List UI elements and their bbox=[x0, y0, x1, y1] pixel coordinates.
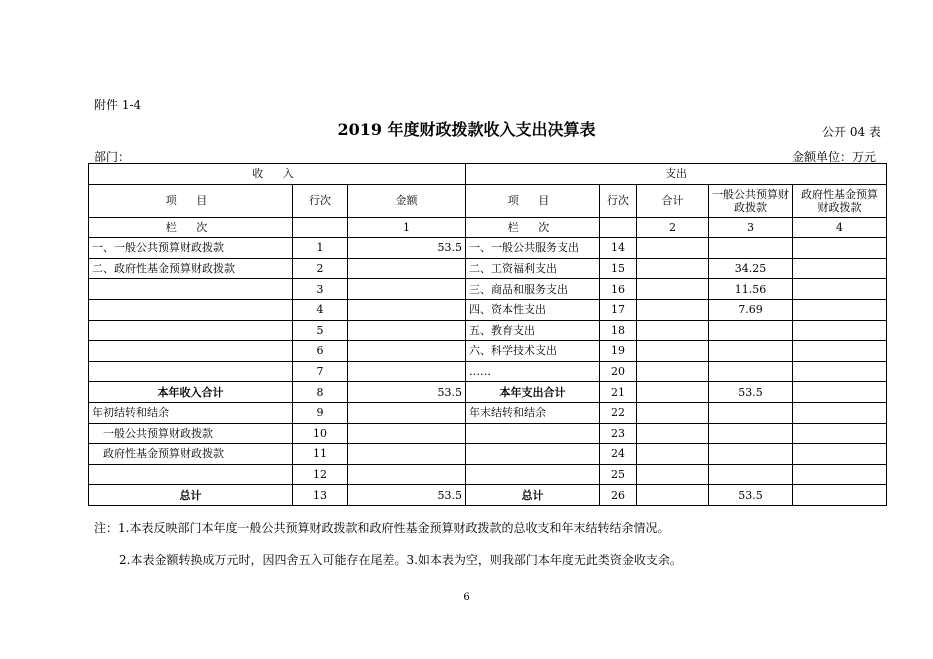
header-row-1 bbox=[89, 164, 887, 185]
cell-out-row: 20 bbox=[600, 361, 637, 382]
cell-out-total bbox=[637, 279, 709, 300]
cell-out-general: 11.56 bbox=[709, 279, 793, 300]
note-1: 注：1.本表反映部门本年度一般公共预算财政拨款和政府性基金预算财政拨款的总收支和年末结转结余情况。 bbox=[94, 521, 670, 535]
cell-out-item bbox=[466, 444, 600, 465]
cell-out-row: 26 bbox=[600, 485, 637, 506]
note-2: 2.本表金额转换成万元时，因四舍五入可能存在尾差。3.如本表为空，则我部门本年度无此类资金收支余。 bbox=[119, 553, 682, 567]
cell-out-general: 34.25 bbox=[709, 258, 793, 279]
cell-out-total bbox=[637, 402, 709, 423]
cell-out-total bbox=[637, 320, 709, 341]
cell-out-fund bbox=[793, 485, 887, 506]
cell-out-general bbox=[709, 402, 793, 423]
table-row bbox=[89, 361, 887, 382]
cell-out-total bbox=[637, 382, 709, 403]
cell-in-row: 7 bbox=[293, 361, 348, 382]
table-row bbox=[89, 258, 887, 279]
col-amount: 金额 bbox=[348, 184, 466, 217]
unit-label: 金额单位：万元 bbox=[792, 150, 877, 164]
cell-in-amt bbox=[348, 258, 466, 279]
cell-in-amt: 53.5 bbox=[348, 382, 466, 403]
cell-out-row: 14 bbox=[600, 238, 637, 259]
cell-out-fund bbox=[793, 402, 887, 423]
col-general-budget: 一般公共预算财政拨款 bbox=[709, 184, 793, 217]
cell-in-row: 1 bbox=[293, 238, 348, 259]
cell-in-row: 12 bbox=[293, 464, 348, 485]
cell-out-general bbox=[709, 361, 793, 382]
cell-in-row: 6 bbox=[293, 341, 348, 362]
page-title: 2019 年度财政拨款收入支出决算表 bbox=[337, 120, 596, 139]
cell-in-amt bbox=[348, 361, 466, 382]
table-row bbox=[89, 402, 887, 423]
cell-out-item bbox=[466, 423, 600, 444]
empty-cell bbox=[293, 217, 348, 238]
cell-in-amt bbox=[348, 402, 466, 423]
cell-in-amt bbox=[348, 444, 466, 465]
cell-in-row: 5 bbox=[293, 320, 348, 341]
budget-table bbox=[88, 163, 887, 506]
cell-out-item: …… bbox=[466, 361, 600, 382]
cell-out-general bbox=[709, 238, 793, 259]
table-row bbox=[89, 423, 887, 444]
cell-out-general bbox=[709, 444, 793, 465]
cell-in-item: 总计 bbox=[89, 485, 293, 506]
cell-out-fund bbox=[793, 279, 887, 300]
cell-in-row: 11 bbox=[293, 444, 348, 465]
cell-out-row: 24 bbox=[600, 444, 637, 465]
cell-out-row: 19 bbox=[600, 341, 637, 362]
cell-out-row: 21 bbox=[600, 382, 637, 403]
cell-in-amt bbox=[348, 299, 466, 320]
table-row bbox=[89, 238, 887, 259]
cell-in-row: 2 bbox=[293, 258, 348, 279]
empty-cell bbox=[600, 217, 637, 238]
cell-out-total bbox=[637, 444, 709, 465]
cell-in-row: 13 bbox=[293, 485, 348, 506]
cell-in-amt bbox=[348, 341, 466, 362]
cell-in-amt bbox=[348, 423, 466, 444]
cell-in-item: 二、政府性基金预算财政拨款 bbox=[89, 258, 293, 279]
cell-out-fund bbox=[793, 423, 887, 444]
form-number: 公开 04 表 bbox=[822, 125, 881, 139]
cell-in-amt bbox=[348, 279, 466, 300]
cell-out-fund bbox=[793, 341, 887, 362]
col-row-expense: 行次 bbox=[600, 184, 637, 217]
column-number-row bbox=[89, 217, 887, 238]
cell-in-item bbox=[89, 320, 293, 341]
col-item-income: 项 目 bbox=[89, 184, 293, 217]
cell-in-item bbox=[89, 279, 293, 300]
lan-ci-income: 栏 次 bbox=[89, 217, 293, 238]
cell-in-item: 一般公共预算财政拨款 bbox=[89, 423, 293, 444]
cell-out-row: 17 bbox=[600, 299, 637, 320]
cell-out-item: 年末结转和结余 bbox=[466, 402, 600, 423]
cell-out-total bbox=[637, 258, 709, 279]
cell-in-amt: 53.5 bbox=[348, 238, 466, 259]
cell-in-item bbox=[89, 464, 293, 485]
cell-out-item: 五、教育支出 bbox=[466, 320, 600, 341]
cell-out-general bbox=[709, 464, 793, 485]
cell-out-total bbox=[637, 299, 709, 320]
cell-in-amt: 53.5 bbox=[348, 485, 466, 506]
attachment-label: 附件 1-4 bbox=[94, 98, 142, 112]
cell-out-total bbox=[637, 485, 709, 506]
page-number: 6 bbox=[463, 592, 470, 603]
table-row bbox=[89, 320, 887, 341]
cell-in-item bbox=[89, 341, 293, 362]
cell-out-item: 本年支出合计 bbox=[466, 382, 600, 403]
cell-out-general bbox=[709, 341, 793, 362]
cell-in-row: 8 bbox=[293, 382, 348, 403]
cell-out-general: 7.69 bbox=[709, 299, 793, 320]
cell-out-fund bbox=[793, 258, 887, 279]
cell-out-item: 六、科学技术支出 bbox=[466, 341, 600, 362]
col-num-3: 3 bbox=[709, 217, 793, 238]
cell-out-general bbox=[709, 320, 793, 341]
income-header: 收 入 bbox=[89, 164, 466, 185]
col-num-2: 2 bbox=[637, 217, 709, 238]
col-total: 合计 bbox=[637, 184, 709, 217]
cell-out-item: 一、一般公共服务支出 bbox=[466, 238, 600, 259]
table-row bbox=[89, 382, 887, 403]
cell-in-row: 4 bbox=[293, 299, 348, 320]
cell-in-item: 年初结转和结余 bbox=[89, 402, 293, 423]
cell-in-amt bbox=[348, 464, 466, 485]
cell-out-row: 15 bbox=[600, 258, 637, 279]
cell-in-row: 3 bbox=[293, 279, 348, 300]
cell-out-fund bbox=[793, 382, 887, 403]
cell-out-row: 23 bbox=[600, 423, 637, 444]
cell-out-fund bbox=[793, 361, 887, 382]
cell-out-fund bbox=[793, 464, 887, 485]
cell-out-total bbox=[637, 341, 709, 362]
col-fund-budget: 政府性基金预算财政拨款 bbox=[793, 184, 887, 217]
cell-out-item: 四、资本性支出 bbox=[466, 299, 600, 320]
department-label: 部门： bbox=[94, 150, 131, 164]
cell-in-item bbox=[89, 361, 293, 382]
col-item-expense: 项 目 bbox=[466, 184, 600, 217]
cell-out-total bbox=[637, 361, 709, 382]
cell-out-fund bbox=[793, 320, 887, 341]
cell-out-general: 53.5 bbox=[709, 485, 793, 506]
cell-out-item bbox=[466, 464, 600, 485]
cell-out-fund bbox=[793, 238, 887, 259]
cell-out-row: 16 bbox=[600, 279, 637, 300]
header-row-2 bbox=[89, 184, 887, 217]
cell-out-item: 总计 bbox=[466, 485, 600, 506]
table-row bbox=[89, 485, 887, 506]
col-num-1: 1 bbox=[348, 217, 466, 238]
cell-out-row: 22 bbox=[600, 402, 637, 423]
cell-in-row: 10 bbox=[293, 423, 348, 444]
col-row-income: 行次 bbox=[293, 184, 348, 217]
cell-in-item bbox=[89, 299, 293, 320]
cell-out-total bbox=[637, 464, 709, 485]
cell-in-item: 政府性基金预算财政拨款 bbox=[89, 444, 293, 465]
cell-in-item: 一、一般公共预算财政拨款 bbox=[89, 238, 293, 259]
cell-out-item: 二、工资福利支出 bbox=[466, 258, 600, 279]
cell-out-fund bbox=[793, 444, 887, 465]
cell-in-amt bbox=[348, 320, 466, 341]
cell-out-general bbox=[709, 423, 793, 444]
table-row bbox=[89, 464, 887, 485]
cell-out-total bbox=[637, 238, 709, 259]
lan-ci-expense: 栏 次 bbox=[466, 217, 600, 238]
table-row bbox=[89, 279, 887, 300]
table-row bbox=[89, 299, 887, 320]
table-row bbox=[89, 341, 887, 362]
cell-out-fund bbox=[793, 299, 887, 320]
cell-out-row: 25 bbox=[600, 464, 637, 485]
cell-out-total bbox=[637, 423, 709, 444]
cell-out-item: 三、商品和服务支出 bbox=[466, 279, 600, 300]
cell-out-general: 53.5 bbox=[709, 382, 793, 403]
col-num-4: 4 bbox=[793, 217, 887, 238]
cell-in-item: 本年收入合计 bbox=[89, 382, 293, 403]
cell-in-row: 9 bbox=[293, 402, 348, 423]
expense-header: 支出 bbox=[466, 164, 887, 185]
cell-out-row: 18 bbox=[600, 320, 637, 341]
table-row bbox=[89, 444, 887, 465]
